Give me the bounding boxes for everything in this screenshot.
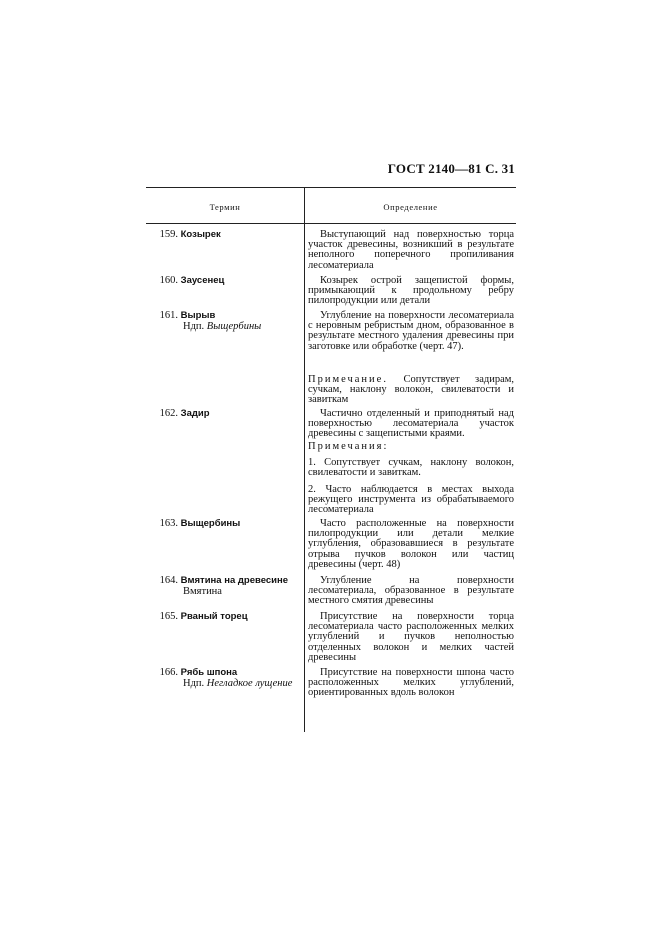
term-name: Рваный торец — [180, 611, 248, 622]
notes-162 — [308, 442, 514, 515]
term-163 — [146, 519, 302, 530]
term-166 — [146, 668, 302, 689]
term-number: 163. — [159, 518, 178, 529]
definition-text: Часто расположенные на поверхности пилопродукции или детали мелкие углубления, образовавшиеся в результате отрыва пучков волокон или частиц древесины (черт. 48) — [308, 518, 514, 570]
definition-text: Присутствие на поверхности торца лесоматериала часто расположенных мелких углублений и пучков неполностью отделенных волокон и мелких частей древесины — [308, 611, 514, 663]
deprecated-term: Негладкое лущение — [206, 677, 293, 689]
term-synonym: Вмятина — [183, 585, 222, 597]
definition-159 — [308, 230, 514, 271]
definition-161 — [308, 311, 514, 352]
definition-text: Углубление на поверхности лесоматериала, образованное в результате местного смятия древесины — [308, 575, 514, 607]
definition-text: Углубление на поверхности лесоматериала с неровным ребристым дном, образованное в результате местного удаления древесины при заготовке или обработке (черт. 47). — [308, 310, 514, 352]
definition-163 — [308, 519, 514, 570]
column-header-definition: Определение — [383, 202, 438, 212]
note-161 — [308, 375, 514, 406]
term-number: 166. — [159, 667, 178, 678]
definition-162 — [308, 409, 514, 440]
term-165 — [146, 612, 302, 623]
note-text: Примечание. Сопутствует задирам, сучкам, наклону волокон, свилеватости и завиткам — [308, 374, 514, 406]
term-name: Вмятина на древесине — [180, 575, 289, 586]
term-number: 164. — [159, 575, 178, 586]
term-name: Выщербины — [180, 518, 241, 529]
term-160 — [146, 276, 302, 287]
term-number: 160. — [159, 275, 178, 286]
term-159 — [146, 230, 302, 241]
note-2: 2. Часто наблюдается в местах выхода режущего инструмента из обрабатываемого лесоматериала — [308, 483, 514, 516]
definition-165 — [308, 612, 514, 663]
term-deprecated — [146, 322, 302, 333]
definition-text: Выступающий над поверхностью торца участок древесины, возникший в результате неполного поперечного пропиливания лесоматериала — [308, 229, 514, 271]
term-164 — [146, 576, 302, 597]
term-number: 159. — [159, 229, 178, 240]
column-divider — [304, 187, 305, 732]
deprecated-prefix: Ндп. — [183, 320, 205, 332]
definition-text: Присутствие на поверхности шпона часто расположенных мелких углублений, ориентированных вдоль волокон — [308, 667, 514, 699]
notes-label: Примечания: — [308, 441, 389, 452]
definition-164 — [308, 576, 514, 607]
note-1: 1. Сопутствует сучкам, наклону волокон, свилеватости и завиткам. — [308, 457, 514, 479]
term-number: 165. — [159, 611, 178, 622]
term-name: Вырыв — [180, 310, 216, 321]
deprecated-term: Выщербины — [206, 320, 262, 332]
note-label: Примечание. — [308, 374, 388, 385]
header-rule — [146, 223, 516, 224]
term-name: Заусенец — [180, 275, 225, 286]
column-header-term: Термин — [209, 202, 241, 212]
term-162 — [146, 409, 302, 420]
definition-text: Козырек острой защепистой формы, примыкающий к продольному ребру пилопродукции или детали — [308, 275, 514, 307]
terms-table — [146, 187, 516, 732]
deprecated-prefix: Ндп. — [183, 677, 205, 689]
definition-166 — [308, 668, 514, 699]
term-number: 161. — [159, 310, 178, 321]
term-name: Козырек — [180, 229, 221, 240]
term-deprecated — [146, 679, 302, 690]
term-name: Задир — [180, 408, 210, 419]
page-header: ГОСТ 2140—81 С. 31 — [387, 161, 515, 176]
definition-text: Частично отделенный и приподнятый над поверхностью лесоматериала участок древесины с защепистыми краями. — [308, 408, 514, 440]
table-top-rule — [146, 187, 516, 188]
term-161 — [146, 311, 302, 332]
term-name: Рябь шпона — [180, 667, 238, 678]
definition-160 — [308, 276, 514, 307]
term-number: 162. — [159, 408, 178, 419]
